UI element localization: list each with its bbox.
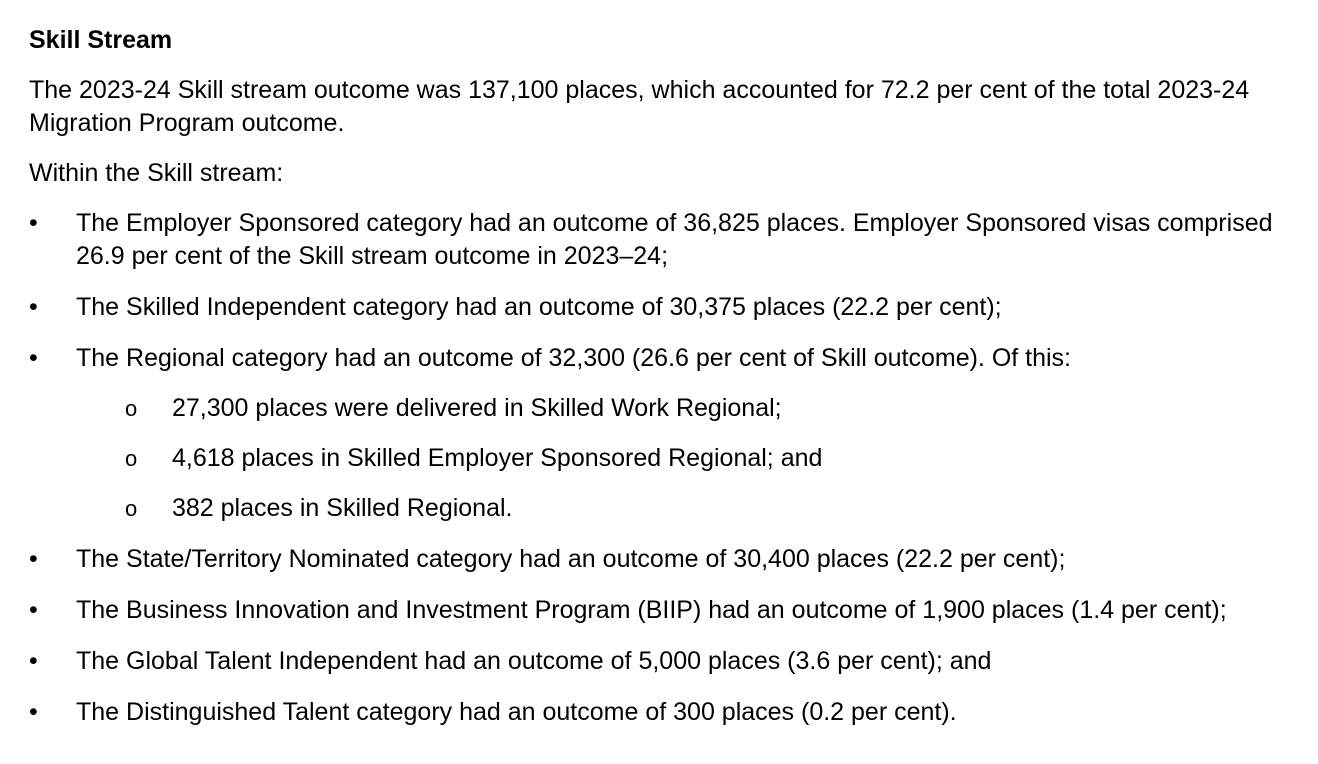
bullet-icon: • — [29, 545, 38, 573]
list-item-text: The State/Territory Nominated category had an outcome of 30,400 places (22.2 per cent); — [76, 545, 1066, 573]
section-heading: Skill Stream — [29, 26, 173, 54]
within-paragraph: Within the Skill stream: — [29, 159, 284, 187]
circle-bullet-icon: o — [125, 496, 138, 521]
list-item — [29, 696, 1318, 729]
list-item-text: The Business Innovation and Investment Program (BIIP) had an outcome of 1,900 places (1.4 per cent); — [76, 596, 1227, 624]
bullet-icon: • — [29, 647, 38, 675]
bullet-icon: • — [29, 596, 38, 624]
list-item — [29, 594, 1318, 627]
sub-list-item-text: 382 places in Skilled Regional. — [172, 494, 513, 522]
bullet-list-continued — [29, 543, 1318, 729]
intro-paragraph: The 2023-24 Skill stream outcome was 137,100 places, which accounted for 72.2 per cent of the total 2023-24 Migration Program outcome. — [29, 76, 1250, 137]
sub-list-item-text: 27,300 places were delivered in Skilled Work Regional; — [172, 394, 782, 422]
sub-list-item-text: 4,618 places in Skilled Employer Sponsored Regional; and — [172, 444, 823, 472]
list-item-text: The Regional category had an outcome of 32,300 (26.6 per cent of Skill outcome). Of this: — [76, 344, 1072, 372]
list-item-text: The Employer Sponsored category had an outcome of 36,825 places. Employer Sponsored visas comprised 26.9 per cent of the Skill stream outcome in 2023–24; — [76, 209, 1273, 270]
list-item-text: The Skilled Independent category had an outcome of 30,375 places (22.2 per cent); — [76, 293, 1002, 321]
list-item — [29, 291, 1318, 324]
list-item — [29, 207, 1318, 273]
list-item — [29, 543, 1318, 576]
bullet-list — [29, 207, 1318, 375]
list-item — [29, 342, 1318, 375]
list-item-text: The Distinguished Talent category had an outcome of 300 places (0.2 per cent). — [76, 698, 957, 726]
list-item — [29, 645, 1318, 678]
circle-bullet-icon: o — [125, 446, 138, 471]
bullet-icon: • — [29, 209, 38, 237]
list-item-text: The Global Talent Independent had an outcome of 5,000 places (3.6 per cent); and — [76, 647, 992, 675]
bullet-icon: • — [29, 293, 38, 321]
bullet-icon: • — [29, 344, 38, 372]
sub-list-item — [29, 492, 1318, 525]
circle-bullet-icon: o — [125, 396, 138, 421]
sub-list — [29, 392, 1318, 525]
sub-list-item — [29, 442, 1318, 475]
sub-list-item — [29, 392, 1318, 425]
bullet-icon: • — [29, 698, 38, 726]
